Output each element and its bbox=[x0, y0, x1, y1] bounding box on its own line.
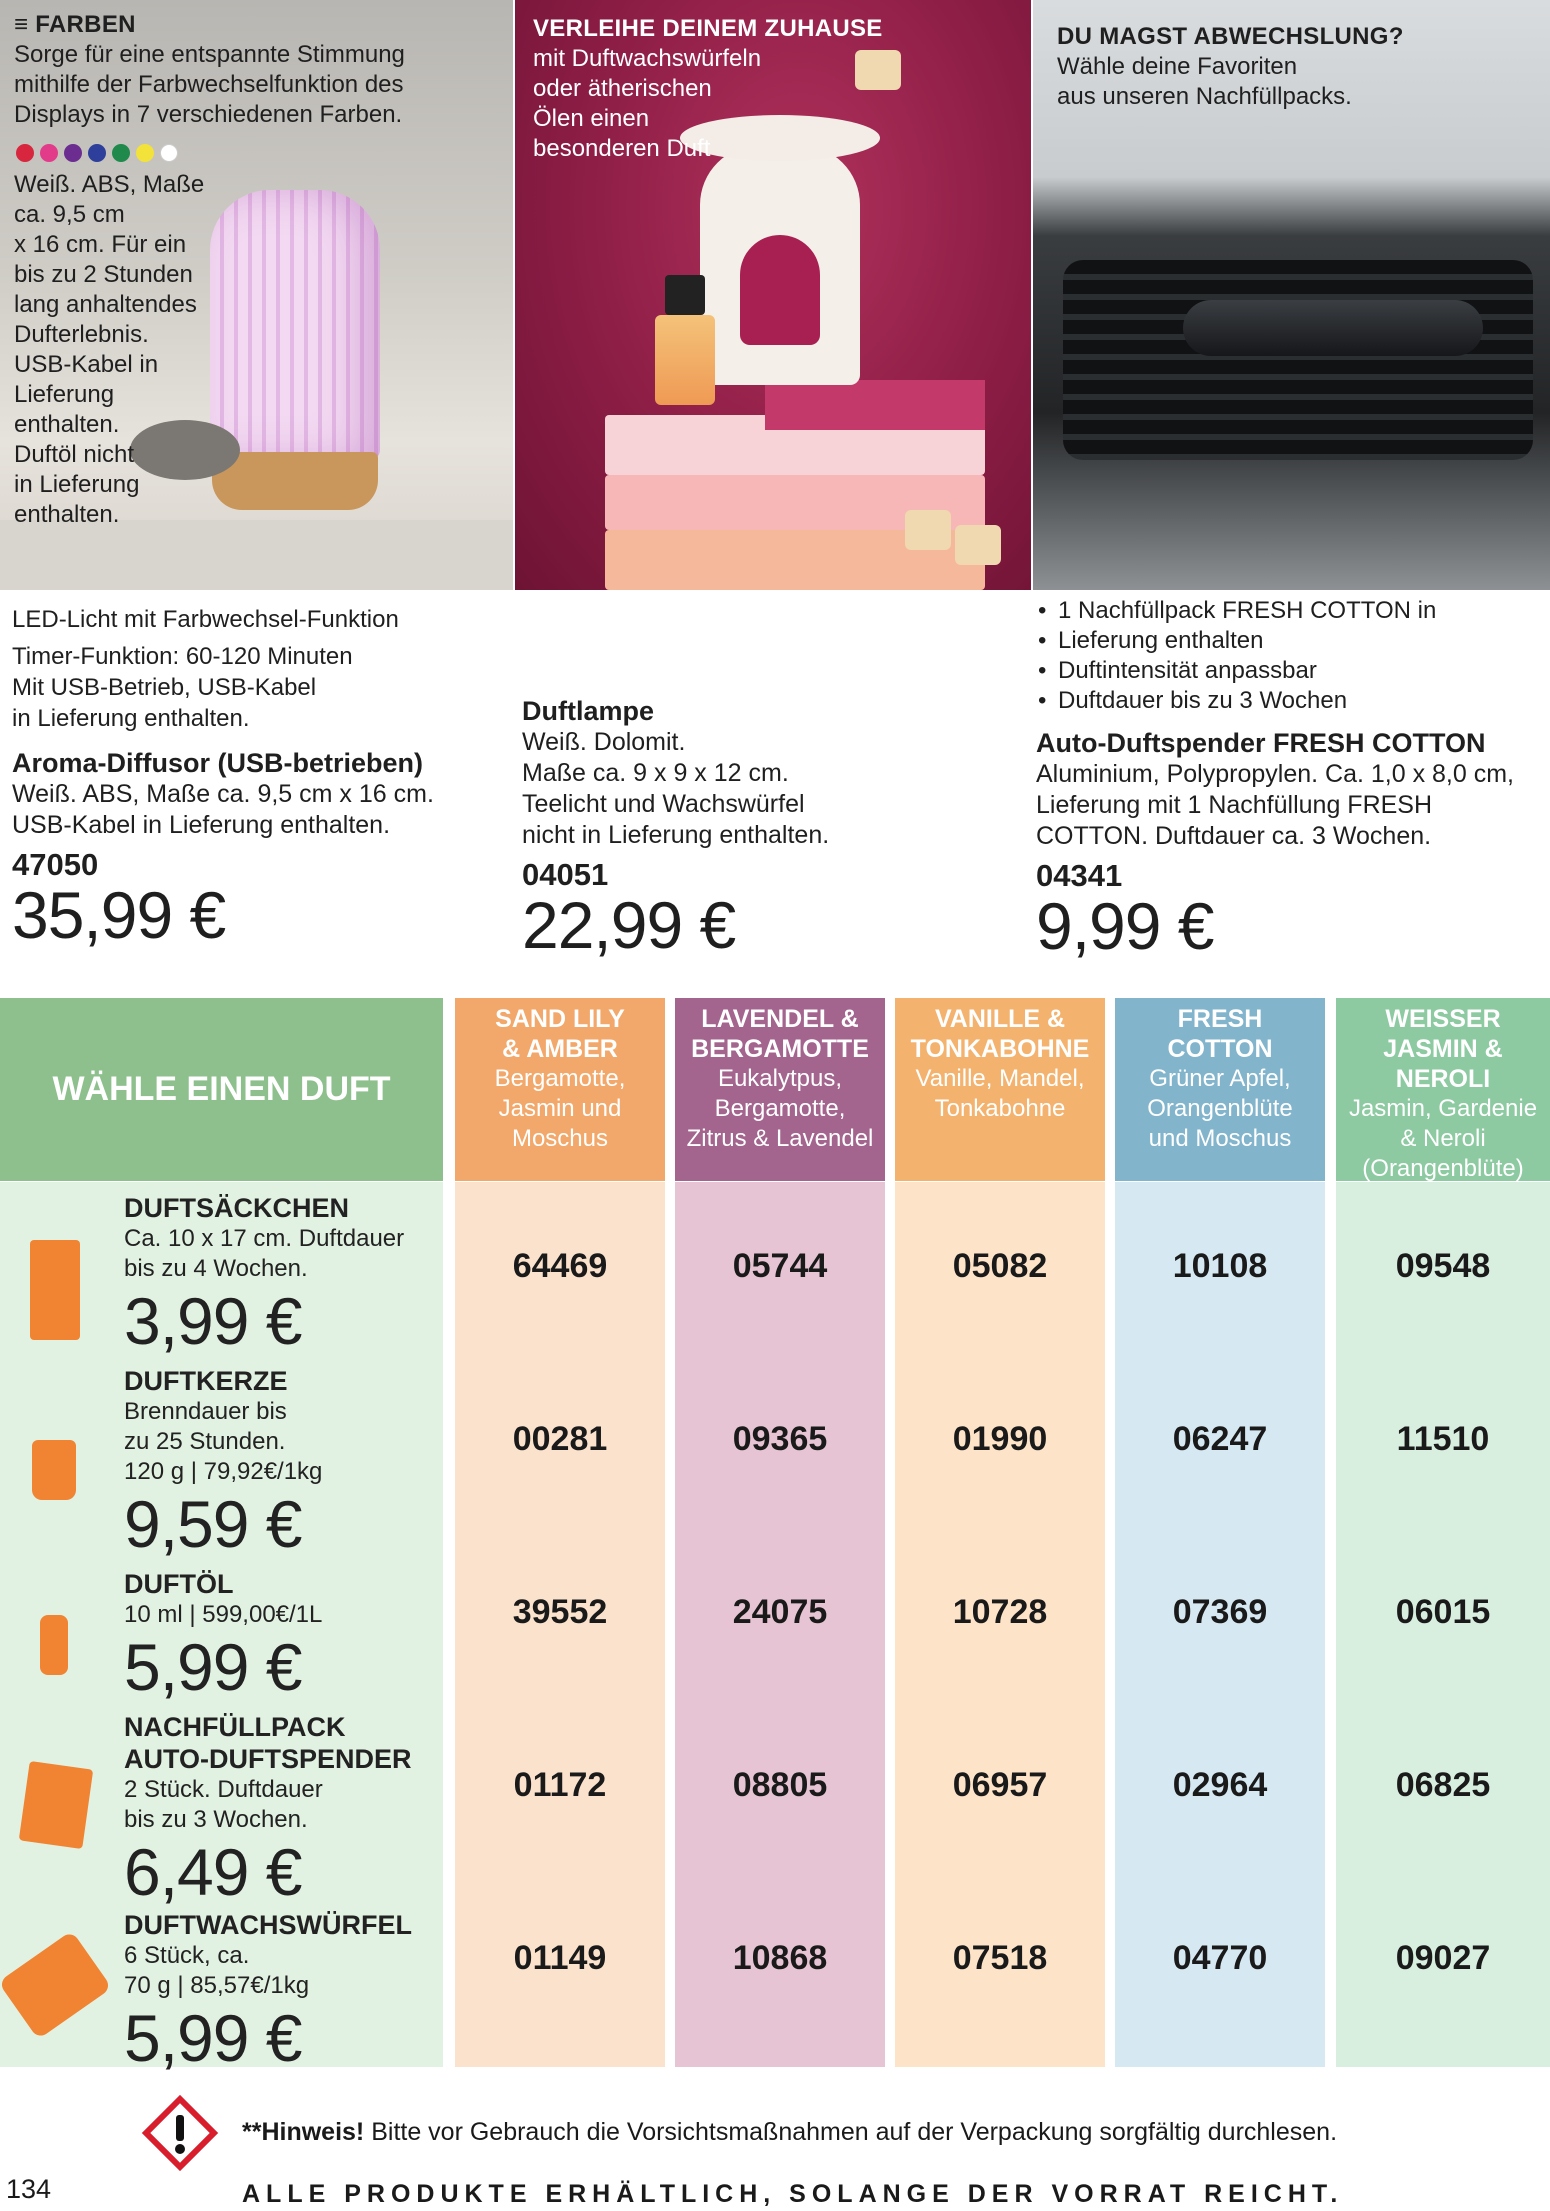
box-shape bbox=[765, 380, 985, 430]
product-price: 5,99 € bbox=[124, 2001, 302, 2075]
product-desc-line: bis zu 4 Wochen. bbox=[124, 1255, 308, 1282]
article-code-cell: 05082 bbox=[952, 1247, 1048, 1285]
article-code-cell: 10868 bbox=[732, 1939, 828, 1977]
color-dot bbox=[64, 144, 82, 162]
scent-name-line: SAND LILY bbox=[495, 1005, 625, 1033]
panel1-desc-line: USB-Kabel in bbox=[14, 351, 159, 378]
scent-column bbox=[895, 1182, 1105, 2067]
scent-name-line: COTTON bbox=[1167, 1035, 1273, 1063]
panel1-line: mithilfe der Farbwechselfunktion des bbox=[14, 71, 404, 98]
scent-note-line: Grüner Apfel, bbox=[1149, 1065, 1291, 1092]
scent-notes bbox=[455, 1064, 665, 1154]
panel3-heading: DU MAGST ABWECHSLUNG? bbox=[1057, 23, 1404, 50]
article-code-cell: 10728 bbox=[952, 1593, 1048, 1631]
article-code-cell: 06015 bbox=[1395, 1593, 1491, 1631]
scent-column bbox=[675, 1182, 885, 2067]
article-code-cell: 09027 bbox=[1395, 1939, 1491, 1977]
panel2-line: mit Duftwachswürfeln bbox=[533, 45, 762, 72]
scent-note-line: Jasmin und bbox=[498, 1095, 622, 1122]
product-desc-line: 6 Stück, ca. bbox=[124, 1942, 250, 1969]
scent-name-line: & AMBER bbox=[502, 1035, 618, 1063]
product-aroma-diffusor bbox=[12, 604, 512, 950]
feature-bullet: • Duftdauer bis zu 3 Wochen bbox=[1036, 686, 1546, 716]
scent-note-line: Moschus bbox=[511, 1125, 609, 1152]
panel1-description bbox=[14, 170, 405, 530]
safety-hint bbox=[242, 2118, 1337, 2147]
warning-icon bbox=[140, 2093, 220, 2173]
scent-name bbox=[675, 998, 885, 1064]
scent-name bbox=[895, 998, 1105, 1064]
scent-header bbox=[895, 998, 1105, 1181]
panel1-desc-line: ca. 9,5 cm bbox=[14, 201, 125, 228]
panel3-line: Wähle deine Favoriten bbox=[1057, 53, 1298, 80]
scent-name-line: LAVENDEL & bbox=[701, 1005, 859, 1033]
product-price: 3,99 € bbox=[124, 1284, 302, 1358]
scent-notes bbox=[675, 1064, 885, 1154]
product-desc-line: Brenndauer bis bbox=[124, 1398, 287, 1425]
scent-note-line: Bergamotte, bbox=[494, 1065, 626, 1092]
article-code-cell: 04770 bbox=[1172, 1939, 1268, 1977]
product-code: 04051 bbox=[522, 857, 609, 892]
product-desc-line: 120 g | 79,92€/1kg bbox=[124, 1458, 323, 1485]
table-product bbox=[124, 1909, 444, 2075]
scent-notes bbox=[1115, 1064, 1325, 1154]
scent-name-line: FRESH bbox=[1177, 1005, 1263, 1033]
product-auto-duftspender bbox=[1036, 596, 1546, 961]
product-name: NACHFÜLLPACK bbox=[124, 1712, 346, 1742]
product-price: 9,99 € bbox=[1036, 889, 1214, 963]
scent-note-line: Vanille, Mandel, bbox=[915, 1065, 1085, 1092]
color-dot bbox=[136, 144, 154, 162]
article-code-cell: 64469 bbox=[512, 1247, 608, 1285]
product-title: Duftlampe bbox=[522, 696, 655, 726]
color-dot bbox=[88, 144, 106, 162]
car-diffuser-illustration bbox=[1183, 300, 1483, 356]
article-code-cell: 01149 bbox=[513, 1939, 607, 1977]
scent-header bbox=[1336, 998, 1550, 1181]
product-price: 35,99 € bbox=[12, 878, 226, 952]
product-desc-line: Weiß. ABS, Maße ca. 9,5 cm x 16 cm. bbox=[12, 780, 434, 808]
product-desc-line: USB-Kabel in Lieferung enthalten. bbox=[12, 811, 391, 839]
panel1-line: Displays in 7 verschiedenen Farben. bbox=[14, 101, 403, 128]
article-code-cell: 02964 bbox=[1172, 1766, 1268, 1804]
scent-note-line: Bergamotte, bbox=[714, 1095, 846, 1122]
product-desc-line: zu 25 Stunden. bbox=[124, 1428, 286, 1455]
product-name: DUFTKERZE bbox=[124, 1366, 288, 1396]
table-product bbox=[124, 1568, 444, 1704]
page-number: 134 bbox=[6, 2174, 52, 2204]
product-name: DUFTSÄCKCHEN bbox=[124, 1193, 349, 1223]
panel1-desc-line: in Lieferung bbox=[14, 471, 140, 498]
scent-note-line: Zitrus & Lavendel bbox=[686, 1125, 874, 1152]
scent-column bbox=[1336, 1182, 1550, 2067]
scent-note-line: & Neroli bbox=[1400, 1125, 1486, 1152]
article-code-cell: 06825 bbox=[1395, 1766, 1491, 1804]
candle-icon bbox=[32, 1440, 76, 1500]
product-code: 04341 bbox=[1036, 858, 1123, 893]
product-desc-line: Aluminium, Polypropylen. Ca. 1,0 x 8,0 cm, bbox=[1036, 760, 1514, 788]
panel1-text bbox=[14, 10, 405, 530]
article-code-cell: 05744 bbox=[732, 1247, 828, 1285]
panel1-desc-line: Duftöl nicht bbox=[14, 441, 135, 468]
product-title: Aroma-Diffusor (USB-betrieben) bbox=[12, 748, 424, 778]
panel3-text bbox=[1057, 22, 1404, 112]
panel1-desc-line: Lieferung bbox=[14, 381, 115, 408]
article-code-cell: 07369 bbox=[1172, 1593, 1268, 1631]
product-desc-line: Maße ca. 9 x 9 x 12 cm. bbox=[522, 759, 789, 787]
scent-notes bbox=[895, 1064, 1105, 1124]
table-product bbox=[124, 1192, 444, 1358]
panel2-line: besonderen Duft bbox=[533, 135, 711, 162]
product-desc-line: nicht in Lieferung enthalten. bbox=[522, 821, 830, 849]
feature-line: LED-Licht mit Farbwechsel-Funktion bbox=[12, 606, 399, 633]
scent-header bbox=[675, 998, 885, 1181]
article-code-cell: 00281 bbox=[512, 1420, 608, 1458]
scent-column bbox=[1115, 1182, 1325, 2067]
panel1-desc-line: Dufterlebnis. bbox=[14, 321, 149, 348]
scent-note-line: (Orangenblüte) bbox=[1362, 1155, 1524, 1182]
panel1-desc-line: x 16 cm. Für ein bbox=[14, 231, 187, 258]
sachet-icon bbox=[30, 1240, 80, 1340]
color-dot bbox=[112, 144, 130, 162]
product-duftlampe bbox=[522, 696, 1022, 960]
product-desc-line: Teelicht und Wachswürfel bbox=[522, 790, 805, 818]
hint-text: Bitte vor Gebrauch die Vorsichtsmaßnahmen auf der Verpackung sorgfältig durchlesen. bbox=[364, 2118, 1338, 2146]
product-price: 22,99 € bbox=[522, 888, 736, 962]
diffuser-photo-panel bbox=[0, 0, 513, 590]
scent-note-line: Tonkabohne bbox=[934, 1095, 1066, 1122]
product-desc-line: COTTON. Duftdauer ca. 3 Wochen. bbox=[1036, 822, 1432, 850]
product-desc-line: 10 ml | 599,00€/1L bbox=[124, 1601, 323, 1628]
product-price: 5,99 € bbox=[124, 1630, 302, 1704]
panel1-heading: ≡ FARBEN bbox=[14, 11, 136, 38]
product-name: AUTO-DUFTSPENDER bbox=[124, 1744, 412, 1774]
product-desc-line: 2 Stück. Duftdauer bbox=[124, 1776, 323, 1803]
feature-bullet: • 1 Nachfüllpack FRESH COTTON in bbox=[1036, 596, 1546, 626]
feature-list bbox=[1036, 596, 1546, 716]
product-price: 6,49 € bbox=[124, 1835, 302, 1909]
scent-name-line: TONKABOHNE bbox=[910, 1035, 1090, 1063]
product-desc-line: bis zu 3 Wochen. bbox=[124, 1806, 308, 1833]
car-photo-panel bbox=[1033, 0, 1550, 590]
product-price: 9,59 € bbox=[124, 1487, 302, 1561]
panel2-line: oder ätherischen bbox=[533, 75, 712, 102]
panel2-text bbox=[533, 14, 883, 164]
panel1-desc-line: bis zu 2 Stunden bbox=[14, 261, 193, 288]
scent-name bbox=[1115, 998, 1325, 1064]
product-title: Auto-Duftspender FRESH COTTON bbox=[1036, 728, 1486, 758]
scent-note-line: Orangenblüte bbox=[1147, 1095, 1293, 1122]
article-code-cell: 07518 bbox=[952, 1939, 1048, 1977]
article-code-cell: 11510 bbox=[1396, 1420, 1490, 1458]
scent-header bbox=[1115, 998, 1325, 1181]
panel1-desc-line: enthalten. bbox=[14, 501, 120, 528]
oil-bottle-illustration bbox=[655, 275, 715, 405]
scent-note-line: und Moschus bbox=[1148, 1125, 1292, 1152]
article-code-cell: 39552 bbox=[512, 1593, 608, 1631]
scent-name-line: VANILLE & bbox=[934, 1005, 1066, 1033]
scent-note-line: Eukalytpus, bbox=[717, 1065, 843, 1092]
scent-name-line: NEROLI bbox=[1395, 1065, 1491, 1093]
article-code-cell: 06247 bbox=[1172, 1420, 1268, 1458]
feature-line: Timer-Funktion: 60-120 Minuten bbox=[12, 643, 353, 670]
product-name: DUFTÖL bbox=[124, 1569, 234, 1599]
panel1-desc-line: Weiß. ABS, Maße bbox=[14, 171, 205, 198]
panel1-line: Sorge für eine entspannte Stimmung bbox=[14, 41, 405, 68]
scent-column bbox=[455, 1182, 665, 2067]
refill-pack-icon bbox=[19, 1761, 94, 1849]
color-dot bbox=[40, 144, 58, 162]
scent-name-line: JASMIN & bbox=[1383, 1035, 1503, 1063]
lamp-photo-panel bbox=[515, 0, 1031, 590]
hint-label: **Hinweis! bbox=[242, 2118, 365, 2146]
feature-bullet: • Duftintensität anpassbar bbox=[1036, 656, 1546, 686]
panel2-line: Ölen einen bbox=[533, 105, 650, 132]
color-dot bbox=[160, 144, 178, 162]
product-name: DUFTWACHSWÜRFEL bbox=[124, 1910, 412, 1940]
article-code-cell: 09548 bbox=[1395, 1247, 1491, 1285]
color-dot bbox=[16, 144, 34, 162]
car-vent-illustration bbox=[1063, 260, 1533, 460]
wax-cube-shape bbox=[955, 525, 1001, 565]
scent-name-line: BERGAMOTTE bbox=[691, 1035, 869, 1063]
color-dots bbox=[16, 144, 405, 162]
choose-scent-header: WÄHLE EINEN DUFT bbox=[0, 998, 443, 1181]
product-desc-line: 70 g | 85,57€/1kg bbox=[124, 1972, 310, 1999]
scent-name bbox=[455, 998, 665, 1064]
panel1-desc-line: lang anhaltendes bbox=[14, 291, 197, 318]
article-code-cell: 09365 bbox=[732, 1420, 828, 1458]
scent-header bbox=[455, 998, 665, 1181]
article-code-cell: 01990 bbox=[952, 1420, 1048, 1458]
availability-note: ALLE PRODUKTE ERHÄLTLICH, SOLANGE DER VORRAT REICHT. bbox=[242, 2180, 1344, 2208]
feature-line: in Lieferung enthalten. bbox=[12, 705, 250, 732]
article-code-cell: 10108 bbox=[1172, 1247, 1268, 1285]
product-desc-line: Ca. 10 x 17 cm. Duftdauer bbox=[124, 1225, 405, 1252]
article-code-cell: 24075 bbox=[732, 1593, 828, 1631]
wax-cube-shape bbox=[905, 510, 951, 550]
book-shape bbox=[0, 520, 513, 590]
product-desc-line: Weiß. Dolomit. bbox=[522, 728, 686, 756]
article-code-cell: 01172 bbox=[513, 1766, 607, 1804]
article-code-cell: 06957 bbox=[952, 1766, 1048, 1804]
scent-notes bbox=[1336, 1094, 1550, 1184]
scent-name bbox=[1336, 998, 1550, 1094]
panel2-heading: VERLEIHE DEINEM ZUHAUSE bbox=[533, 15, 883, 42]
table-product bbox=[124, 1711, 444, 1909]
product-code: 47050 bbox=[12, 847, 99, 882]
feature-bullet-continued: • Lieferung enthalten bbox=[1036, 626, 1546, 656]
scent-note-line: Jasmin, Gardenie bbox=[1348, 1095, 1538, 1122]
article-code-cell: 08805 bbox=[732, 1766, 828, 1804]
panel1-desc-line: enthalten. bbox=[14, 411, 120, 438]
product-desc-line: Lieferung mit 1 Nachfüllung FRESH bbox=[1036, 791, 1433, 819]
oil-bottle-icon bbox=[40, 1615, 68, 1675]
table-product bbox=[124, 1365, 444, 1561]
feature-line: Mit USB-Betrieb, USB-Kabel bbox=[12, 674, 317, 701]
panel3-line: aus unseren Nachfüllpacks. bbox=[1057, 83, 1352, 110]
scent-name-line: WEISSER bbox=[1385, 1005, 1501, 1033]
